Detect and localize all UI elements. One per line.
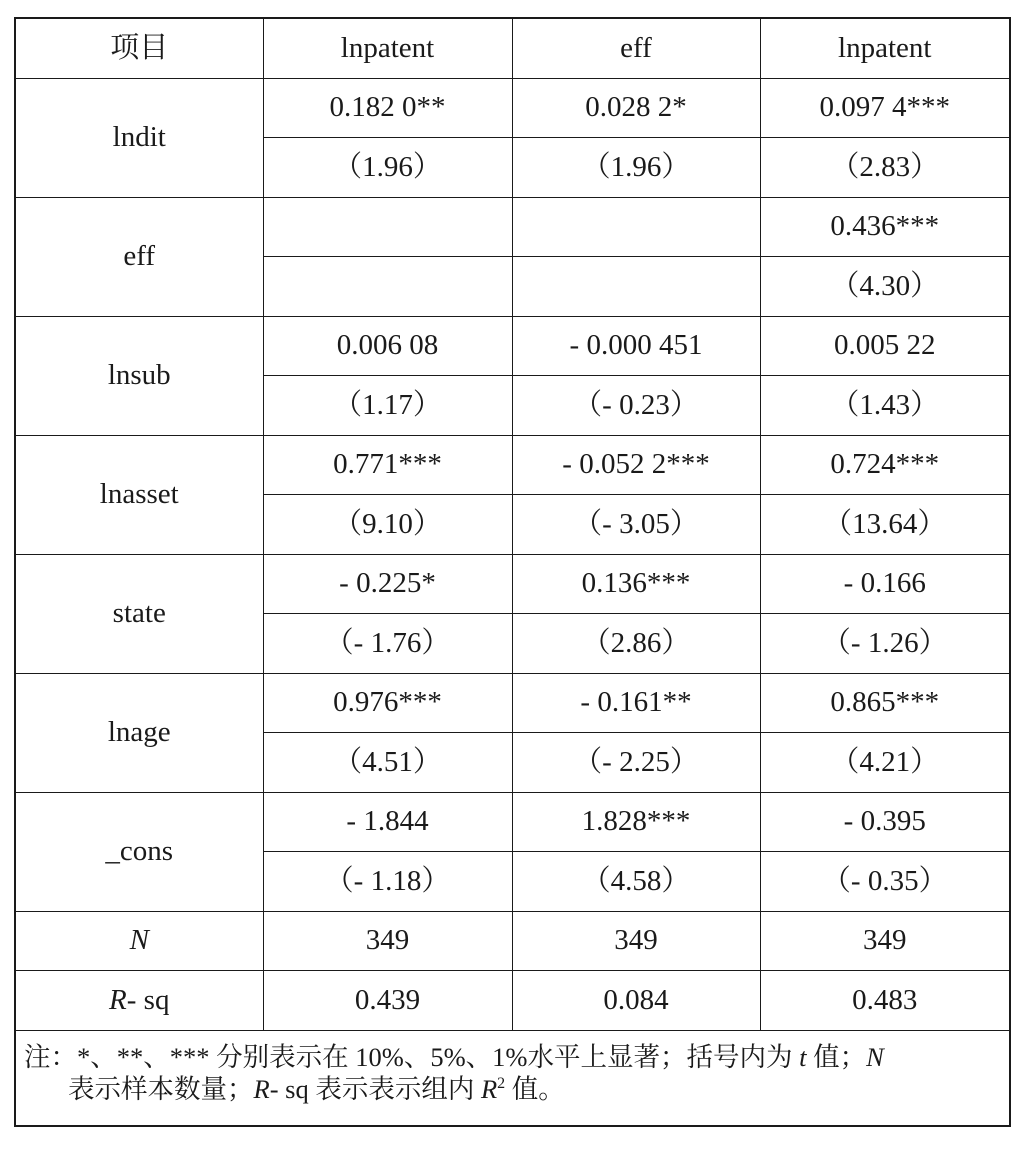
stat-value: 349 (263, 911, 512, 971)
header-col-1: lnpatent (263, 18, 512, 78)
header-col-3: lnpatent (760, 18, 1010, 78)
stat-label (15, 911, 263, 971)
coef-cell: - 0.161** (512, 673, 760, 733)
t-stat-cell: （9.10） (263, 495, 512, 555)
stat-row (15, 911, 1010, 971)
t-stat-cell: （4.58） (512, 852, 760, 912)
t-stat-cell (263, 257, 512, 317)
t-stat-cell: （1.17） (263, 376, 512, 436)
coef-cell (512, 197, 760, 257)
t-stat-cell: （- 0.35） (760, 852, 1010, 912)
coef-row (15, 316, 1010, 376)
coef-row (15, 197, 1010, 257)
coef-cell: 1.828*** (512, 792, 760, 852)
stat-label (15, 971, 263, 1031)
coef-row (15, 78, 1010, 138)
t-stat-cell (512, 257, 760, 317)
regression-table (14, 17, 1011, 1127)
stat-row (15, 971, 1010, 1031)
variable-label: lnsub (15, 316, 263, 435)
variable-label: _cons (15, 792, 263, 911)
note-text-5: 值。 (505, 1074, 565, 1105)
coef-row (15, 554, 1010, 614)
note-row (15, 1030, 1010, 1126)
coef-cell: 0.097 4*** (760, 78, 1010, 138)
t-stat-cell: （1.96） (512, 138, 760, 198)
coef-cell: 0.724*** (760, 435, 1010, 495)
coef-cell: - 0.166 (760, 554, 1010, 614)
note-text-4: - sq 表示表示组内 (269, 1074, 481, 1105)
t-stat-cell: （- 1.18） (263, 852, 512, 912)
t-stat-cell: （- 3.05） (512, 495, 760, 555)
coef-cell: - 0.000 451 (512, 316, 760, 376)
t-stat-cell: （4.51） (263, 733, 512, 793)
header-row (15, 18, 1010, 78)
t-stat-cell: （2.86） (512, 614, 760, 674)
coef-cell: 0.182 0** (263, 78, 512, 138)
note-r2-symbol: R (480, 1074, 498, 1105)
stat-suffix: - sq (126, 983, 170, 1016)
coef-cell: 0.028 2* (512, 78, 760, 138)
t-stat-cell: （- 2.25） (512, 733, 760, 793)
coef-cell: 0.005 22 (760, 316, 1010, 376)
table-body (15, 18, 1010, 1030)
note-superscript: 2 (497, 1075, 506, 1093)
header-col-2: eff (512, 18, 760, 78)
coef-cell: - 1.844 (263, 792, 512, 852)
table-footer (15, 1030, 1010, 1126)
coef-cell: 0.976*** (263, 673, 512, 733)
variable-label: lnage (15, 673, 263, 792)
t-stat-cell: （- 1.26） (760, 614, 1010, 674)
note-indent (24, 1073, 565, 1106)
coef-cell: - 0.395 (760, 792, 1010, 852)
note-t-symbol: t (799, 1041, 807, 1072)
coef-cell: - 0.225* (263, 554, 512, 614)
t-stat-cell: （4.30） (760, 257, 1010, 317)
stat-value: 349 (512, 911, 760, 971)
variable-label: lnasset (15, 435, 263, 554)
t-stat-cell: （4.21） (760, 733, 1010, 793)
variable-label: state (15, 554, 263, 673)
table-note (15, 1030, 1010, 1126)
coef-cell: 0.136*** (512, 554, 760, 614)
coef-cell (263, 197, 512, 257)
header-item: 项目 (15, 18, 263, 78)
t-stat-cell: （1.96） (263, 138, 512, 198)
coef-row (15, 435, 1010, 495)
t-stat-cell: （13.64） (760, 495, 1010, 555)
coef-cell: 0.771*** (263, 435, 512, 495)
stat-symbol: N (129, 924, 149, 957)
coef-cell: 0.006 08 (263, 316, 512, 376)
coef-row (15, 792, 1010, 852)
t-stat-cell: （- 0.23） (512, 376, 760, 436)
coef-row (15, 673, 1010, 733)
note-n-symbol: N (866, 1041, 884, 1072)
t-stat-cell: （1.43） (760, 376, 1010, 436)
coef-cell: - 0.052 2*** (512, 435, 760, 495)
t-stat-cell: （- 1.76） (263, 614, 512, 674)
note-text-3: 表示样本数量； (68, 1074, 254, 1105)
coef-cell: 0.436*** (760, 197, 1010, 257)
note-text-2: 值； (806, 1041, 867, 1072)
stat-value: 0.084 (512, 971, 760, 1031)
coef-cell: 0.865*** (760, 673, 1010, 733)
stat-value: 349 (760, 911, 1010, 971)
t-stat-cell: （2.83） (760, 138, 1010, 198)
note-text-1: 注：*、**、*** 分别表示在 10%、5%、1%水平上显著；括号内为 (24, 1041, 800, 1072)
variable-label: lndit (15, 78, 263, 197)
note-r-symbol: R (253, 1074, 270, 1105)
variable-label: eff (15, 197, 263, 316)
stat-symbol: R (109, 983, 127, 1016)
stat-value: 0.483 (760, 971, 1010, 1031)
stat-value: 0.439 (263, 971, 512, 1031)
